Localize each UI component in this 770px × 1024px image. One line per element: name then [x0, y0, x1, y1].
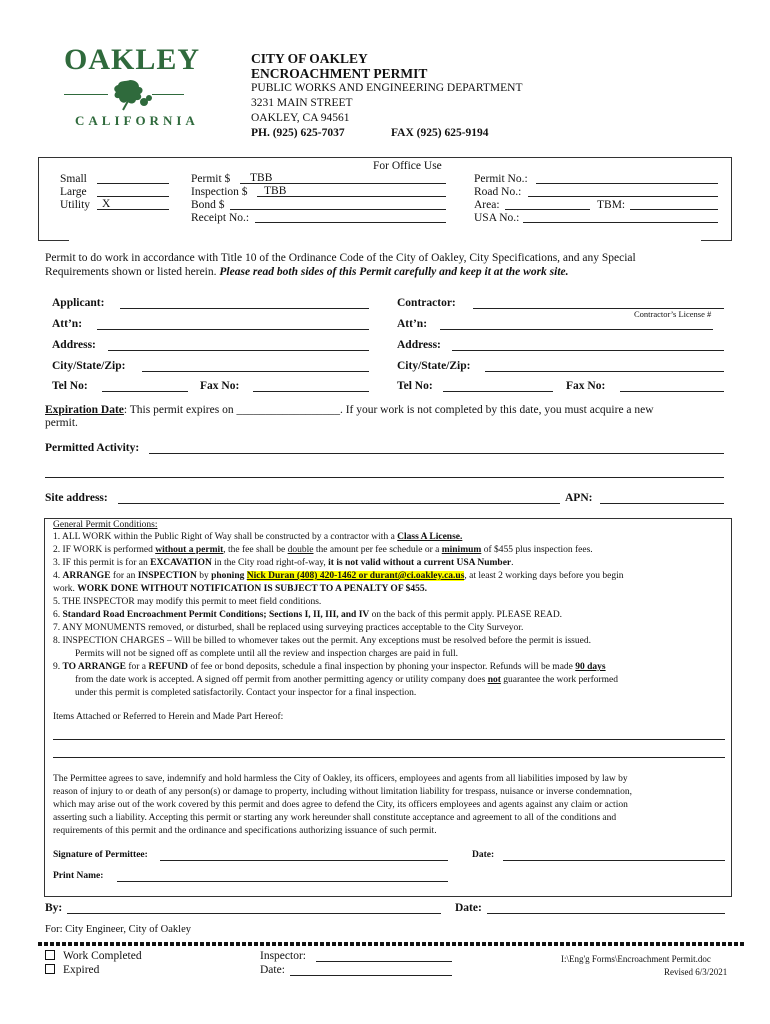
work-completed-option[interactable] [45, 950, 142, 962]
size-small-field[interactable] [97, 183, 169, 184]
intro-text: Requirements shown or listed herein. [45, 266, 217, 278]
intro-line-1: Permit to do work in accordance with Title 10 of the Ordinance Code of the City of Oakley, City Specifications, and any Special [45, 252, 636, 264]
condition-3 [53, 558, 514, 568]
receipt-label: Receipt No.: [191, 212, 250, 224]
attn-label: Att’n: [52, 318, 83, 330]
condition-2 [53, 545, 593, 555]
permitted-activity-field-2[interactable] [45, 477, 724, 478]
condition-9 [53, 662, 606, 672]
permitted-activity-label: Permitted Activity: [45, 442, 140, 454]
condition-8-cont: Permits will not be signed off as complete until all the review and inspection charges are paid in full. [75, 649, 458, 659]
size-large-field[interactable] [97, 196, 169, 197]
permitted-activity-field[interactable] [149, 453, 724, 454]
condition-5: 5. THE INSPECTOR may modify this permit to meet field conditions. [53, 597, 322, 607]
c2-text-3: the amount per fee schedule or a [313, 545, 442, 555]
c3-excavation: EXCAVATION [150, 558, 212, 568]
signature-field[interactable] [160, 860, 448, 861]
c4-arrange: ARRANGE [62, 571, 111, 581]
condition-8: 8. INSPECTION CHARGES – Will be billed to whomever takes out the permit. Any exceptions must be resolved before the permit is issued. [53, 636, 591, 646]
expiration-line-2: permit. [45, 417, 78, 429]
intro-warning: Please read both sides of this Permit carefully and keep it at the work site. [219, 266, 569, 278]
c9-text-3: from the date work is accepted. A signed off permit from another permitting agency or utility company does [75, 675, 488, 685]
c4-phoning: phoning [211, 571, 247, 581]
c2-minimum: minimum [441, 545, 482, 555]
box-corner-left [39, 240, 69, 241]
dotted-separator [38, 942, 746, 946]
logo-rule-left [64, 94, 108, 95]
c2-double: double [287, 545, 314, 555]
c4-penalty: WORK DONE WITHOUT NOTIFICATION IS SUBJECT TO A PENALTY OF $455. [77, 584, 428, 594]
contractor-address-label: Address: [397, 339, 441, 351]
road-no-field[interactable] [528, 196, 718, 197]
c6-num: 6. [53, 610, 63, 620]
expiration-label: Expiration Date [45, 404, 124, 416]
city-name: CITY OF OAKLEY [251, 51, 368, 66]
phone-number: PH. (925) 625-7037 [251, 127, 345, 139]
site-address-field[interactable] [118, 503, 560, 504]
contractor-fax-label: Fax No: [566, 380, 606, 392]
size-utility-mark: X [102, 198, 111, 210]
c2-text: 2. IF WORK is performed [53, 545, 156, 555]
contractor-fax-field[interactable] [620, 391, 724, 392]
logo-california: CALIFORNIA [75, 113, 199, 128]
c3-text-2: in the City road right-of-way, [211, 558, 329, 568]
bond-label: Bond $ [191, 199, 225, 211]
condition-1 [53, 532, 462, 542]
tel-field[interactable] [102, 391, 188, 392]
print-name-field[interactable] [117, 881, 448, 882]
street-address: 3231 MAIN STREET [251, 97, 353, 109]
file-path: I:\Eng'g Forms\Encroachment Permit.doc [561, 954, 711, 964]
c3-text-3: . [511, 558, 514, 568]
indemnify-2: reason of injury to or death of any person(s) or damage to property, including without limitation liability for trespass, nuisance or inverse condemnation, [53, 787, 633, 797]
office-use-heading: For Office Use [373, 160, 442, 172]
c4-work: work. [53, 584, 78, 594]
expiration-line-1 [45, 404, 654, 416]
expired-option[interactable] [45, 964, 99, 976]
signature-label: Signature of Permittee: [53, 850, 148, 860]
expired-checkbox[interactable] [45, 964, 55, 974]
logo-rule-right [152, 94, 184, 95]
condition-6 [53, 610, 562, 620]
c4-text-2: by [196, 571, 212, 581]
contractor-label: Contractor: [397, 297, 456, 309]
condition-9-cont-2: under this permit is completed satisfactorily. Contact your inspector for a final inspection. [75, 688, 417, 698]
license-label: Contractor’s License # [634, 309, 712, 319]
indemnify-4: asserting such a liability. Accepting this permit or starting any work hereunder shall constitute acceptance and agreement to all of the conditions and [53, 813, 617, 823]
logo-wordmark: OAKLEY [64, 43, 201, 76]
size-small-label: Small [60, 173, 87, 185]
by-field[interactable] [67, 913, 441, 914]
c4-inspection: INSPECTION [137, 571, 197, 581]
c2-text-4: of $455 plus inspection fees. [481, 545, 593, 555]
city-state-zip: OAKLEY, CA 94561 [251, 112, 350, 124]
oak-leaf-icon [108, 76, 154, 112]
tbm-field[interactable] [630, 209, 718, 210]
fax-number: FAX (925) 625-9194 [391, 127, 489, 139]
condition-4-cont [53, 584, 427, 594]
contractor-csz-field[interactable] [485, 371, 724, 372]
c9-text-2: of fee or bond deposits, schedule a final inspection by phoning your inspector. Refunds will be made [187, 662, 576, 672]
c4-text-3: , at least 2 working days before you begin [464, 571, 624, 581]
indemnify-3: which may arise out of the work covered by this permit and does agree to defend the City, its officers employees and agents against any claim or action [53, 800, 628, 810]
c9-refund: REFUND [148, 662, 188, 672]
indemnify-1: The Permittee agrees to save, indemnify and hold harmless the City of Oakley, its officers, employees and agents from all liabilities imposed by law by [53, 774, 628, 784]
c1-emph: Class A License. [397, 532, 463, 542]
contractor-attn-label: Att’n: [397, 318, 428, 330]
by-label: By: [45, 902, 63, 914]
area-label: Area: [474, 199, 500, 211]
c9-days: 90 days [575, 662, 606, 672]
inspector-field[interactable] [316, 961, 452, 962]
by-date-field[interactable] [487, 913, 725, 914]
tel-label: Tel No: [52, 380, 88, 392]
permit-no-label: Permit No.: [474, 173, 528, 185]
permit-fee-value: TBB [250, 172, 273, 184]
items-attached-field-1[interactable] [53, 739, 725, 740]
apn-label: APN: [565, 492, 593, 504]
area-field[interactable] [505, 209, 590, 210]
c9-not: not [487, 675, 501, 685]
intro-line-2 [45, 266, 569, 278]
fax-field[interactable] [253, 391, 369, 392]
c1-text: 1. ALL WORK within the Public Right of Way shall be constructed by a contractor with a [53, 532, 398, 542]
contractor-attn-field[interactable] [440, 329, 713, 330]
size-utility-label: Utility [60, 199, 91, 211]
department: PUBLIC WORKS AND ENGINEERING DEPARTMENT [251, 82, 523, 94]
city-state-zip-label: City/State/Zip: [52, 360, 126, 372]
usa-no-label: USA No.: [474, 212, 520, 224]
fax-label: Fax No: [200, 380, 240, 392]
size-large-label: Large [60, 186, 87, 198]
inspector-date-field[interactable] [290, 975, 452, 976]
applicant-label: Applicant: [52, 297, 105, 309]
revised-date: Revised 6/3/2021 [664, 967, 728, 977]
box-corner-right [701, 240, 731, 241]
items-attached-label: Items Attached or Referred to Herein and Made Part Hereof: [53, 712, 284, 722]
print-name-label: Print Name: [53, 871, 104, 881]
inspector-label: Inspector: [260, 950, 306, 962]
signature-date-label: Date: [472, 850, 495, 860]
expired-label: Expired [63, 964, 100, 976]
c3-usa: it is not valid without a current USA Number [328, 558, 512, 568]
contractor-tel-field[interactable] [443, 391, 553, 392]
c2-emph: without a permit [155, 545, 224, 555]
attn-field[interactable] [97, 329, 369, 330]
page-title: ENCROACHMENT PERMIT [251, 66, 428, 81]
signature-date-field[interactable] [503, 860, 725, 861]
work-completed-checkbox[interactable] [45, 950, 55, 960]
c6-standard: Standard Road Encroachment Permit Conditions; Sections I, II, III, and IV [62, 610, 370, 620]
work-completed-label: Work Completed [63, 950, 142, 962]
site-address-label: Site address: [45, 492, 108, 504]
usa-no-field[interactable] [523, 222, 718, 223]
address-field[interactable] [108, 350, 369, 351]
c4-text: for an [110, 571, 138, 581]
c9-arrange: TO ARRANGE [62, 662, 126, 672]
condition-7: 7. ANY MONUMENTS removed, or disturbed, shall be replaced using surveying practices acceptable to the City Surveyor. [53, 623, 524, 633]
inspector-date-label: Date: [260, 964, 285, 976]
contractor-csz-label: City/State/Zip: [397, 360, 471, 372]
condition-9-cont [75, 675, 618, 685]
c9-text-4: guarantee the work performed [500, 675, 619, 685]
expiration-text: : This permit expires on __________________. If your work is not completed by this date, you must acquire a new [123, 404, 654, 416]
applicant-field[interactable] [120, 308, 369, 309]
conditions-heading: General Permit Conditions: [53, 520, 158, 530]
bond-field[interactable] [230, 209, 446, 210]
city-state-zip-field[interactable] [142, 371, 369, 372]
tbm-label: TBM: [597, 199, 626, 211]
indemnify-5: requirements of this permit and the ordinance and specifications authorizing issuance of such permit. [53, 826, 437, 836]
c2-text-2: , the fee shall be [223, 545, 288, 555]
for-city-engineer: For: City Engineer, City of Oakley [45, 924, 191, 935]
c9-num: 9. [53, 662, 63, 672]
contractor-address-field[interactable] [452, 350, 724, 351]
c9-text: for a [125, 662, 149, 672]
permit-fee-label: Permit $ [191, 173, 231, 185]
by-date-label: Date: [455, 902, 482, 914]
permit-no-field[interactable] [536, 183, 718, 184]
inspection-fee-value: TBB [264, 185, 287, 197]
receipt-field[interactable] [255, 222, 446, 223]
address-label: Address: [52, 339, 96, 351]
c4-num: 4. [53, 571, 63, 581]
c6-text: on the back of this permit apply. PLEASE READ. [369, 610, 563, 620]
apn-field[interactable] [600, 503, 724, 504]
condition-4 [53, 571, 624, 581]
items-attached-field-2[interactable] [53, 757, 725, 758]
inspection-fee-label: Inspection $ [191, 186, 248, 198]
c4-contact-link[interactable]: Nick Duran (408) 420-1462 or durant@ci.oakley.ca.us [246, 571, 465, 581]
road-no-label: Road No.: [474, 186, 522, 198]
contractor-tel-label: Tel No: [397, 380, 433, 392]
c3-text: 3. IF this permit is for an [53, 558, 151, 568]
